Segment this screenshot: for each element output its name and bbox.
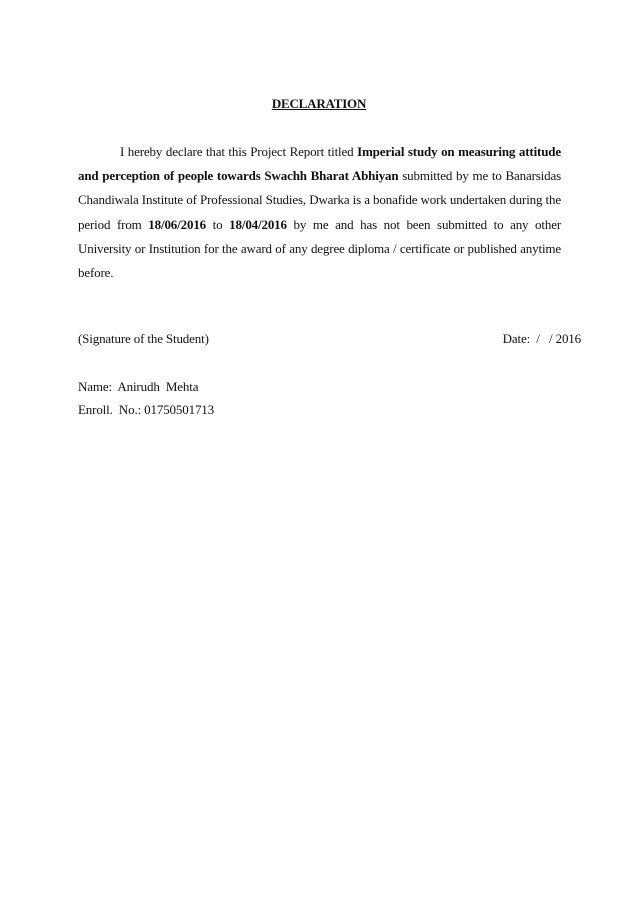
declaration-paragraph: [78, 140, 561, 285]
start-date: 18/06/2016: [148, 216, 207, 232]
signature-row: [78, 331, 581, 347]
date-label: Date: / / 2016: [502, 331, 581, 346]
paragraph-text-1: I hereby declare that this Project Report titled: [120, 144, 358, 159]
enrollment-number: Enroll. No.: 01750501713: [78, 402, 214, 417]
end-date: 18/04/2016: [229, 216, 287, 232]
paragraph-text-3: to: [206, 216, 230, 232]
student-name: Name: Anirudh Mehta: [78, 379, 199, 394]
declaration-heading: DECLARATION: [271, 96, 367, 111]
signature-label: (Signature of the Student): [78, 331, 209, 346]
project-title: Imperial study on measuring attitude and perception of people towards Swachh Bharat Abhiyan: [78, 144, 561, 184]
paragraph-text-4: by me and has not been submitted to any other University or Institution for the award of any degree diploma / certificate or published anytime before.: [78, 216, 562, 281]
paragraph-text-2: submitted by me to Banarsidas Chandiwala Institute of Professional Studies, Dwarka is a bonafide work undertaken during the period from: [78, 168, 562, 232]
